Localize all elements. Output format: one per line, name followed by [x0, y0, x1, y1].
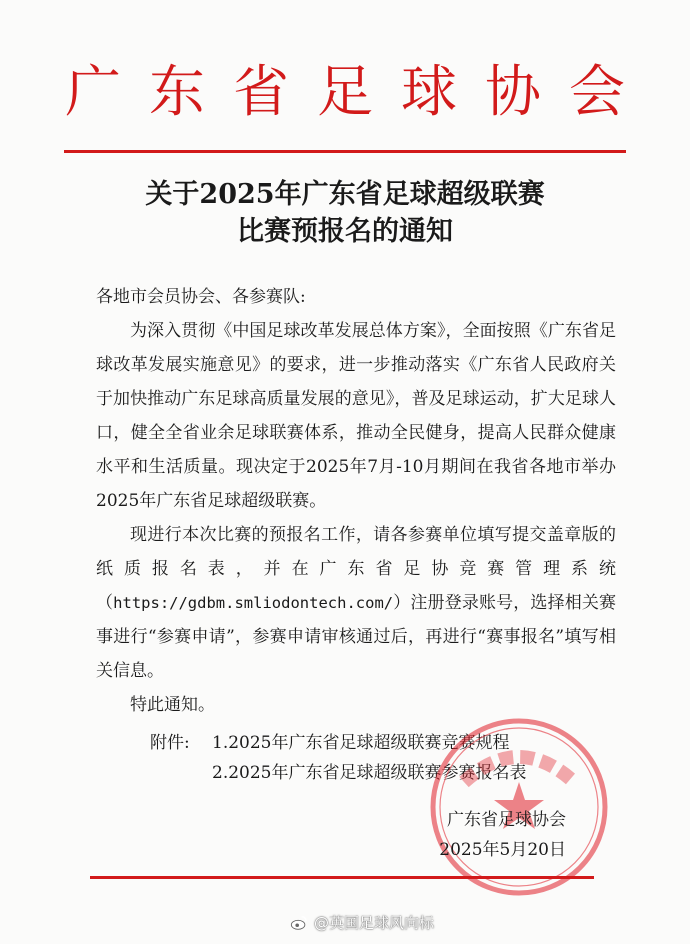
notice-title-line-2: 比赛预报名的通知 [237, 216, 453, 247]
paragraph-registration-text-2: ）注册登录账号，选择相关赛事进行“参赛申请”，参赛申请审核通过后，再进行“赛事报名”填写相关信息。 [96, 593, 617, 681]
letterhead-rule [64, 150, 626, 153]
paragraph-registration-text-1: 现进行本次比赛的预报名工作，请各参赛单位填写提交盖章版的纸质报名表，并在广东省足协竞赛管理系统（ [96, 525, 616, 613]
signature-block [439, 805, 566, 865]
weibo-icon [290, 914, 308, 932]
notice-body [96, 280, 616, 722]
registration-system-link[interactable]: https://gdbm.smliodontech.com/ [113, 594, 394, 612]
paragraph-closing: 特此通知。 [130, 695, 215, 715]
paragraph-purpose: 为深入贯彻《中国足球改革发展总体方案》，全面按照《广东省足球改革发展实施意见》的要求，进一步推动落实《广东省人民政府关于加快推动广东足球高质量发展的意见》，普及足球运动，扩大足球人口，健全全省业余足球联赛体系，推动全民健身，提高人民群众健康水平和生活质量。现决定于2025年7月-10月期间在我省各地市举办2025年广东省足球超级联赛。 [96, 321, 616, 511]
social-watermark [290, 912, 434, 933]
watermark-text: @英国足球风向标 [314, 914, 435, 932]
notice-title-line-1: 关于2025年广东省足球超级联赛 [145, 179, 545, 210]
attachments-label: 附件: [150, 733, 190, 753]
notice-title [0, 176, 690, 250]
footer-rule [90, 876, 594, 879]
paragraph-registration [96, 518, 616, 688]
attachment-item: 1.2025年广东省足球超级联赛竞赛规程 [212, 733, 510, 753]
letterhead-title: 广东省足球协会 [65, 60, 653, 125]
signature-organization: 广东省足球协会 [447, 810, 566, 830]
salutation: 各地市会员协会、各参赛队: [96, 287, 306, 307]
signature-date: 2025年5月20日 [439, 840, 566, 860]
attachment-item: 2.2025年广东省足球超级联赛参赛报名表 [212, 763, 527, 783]
